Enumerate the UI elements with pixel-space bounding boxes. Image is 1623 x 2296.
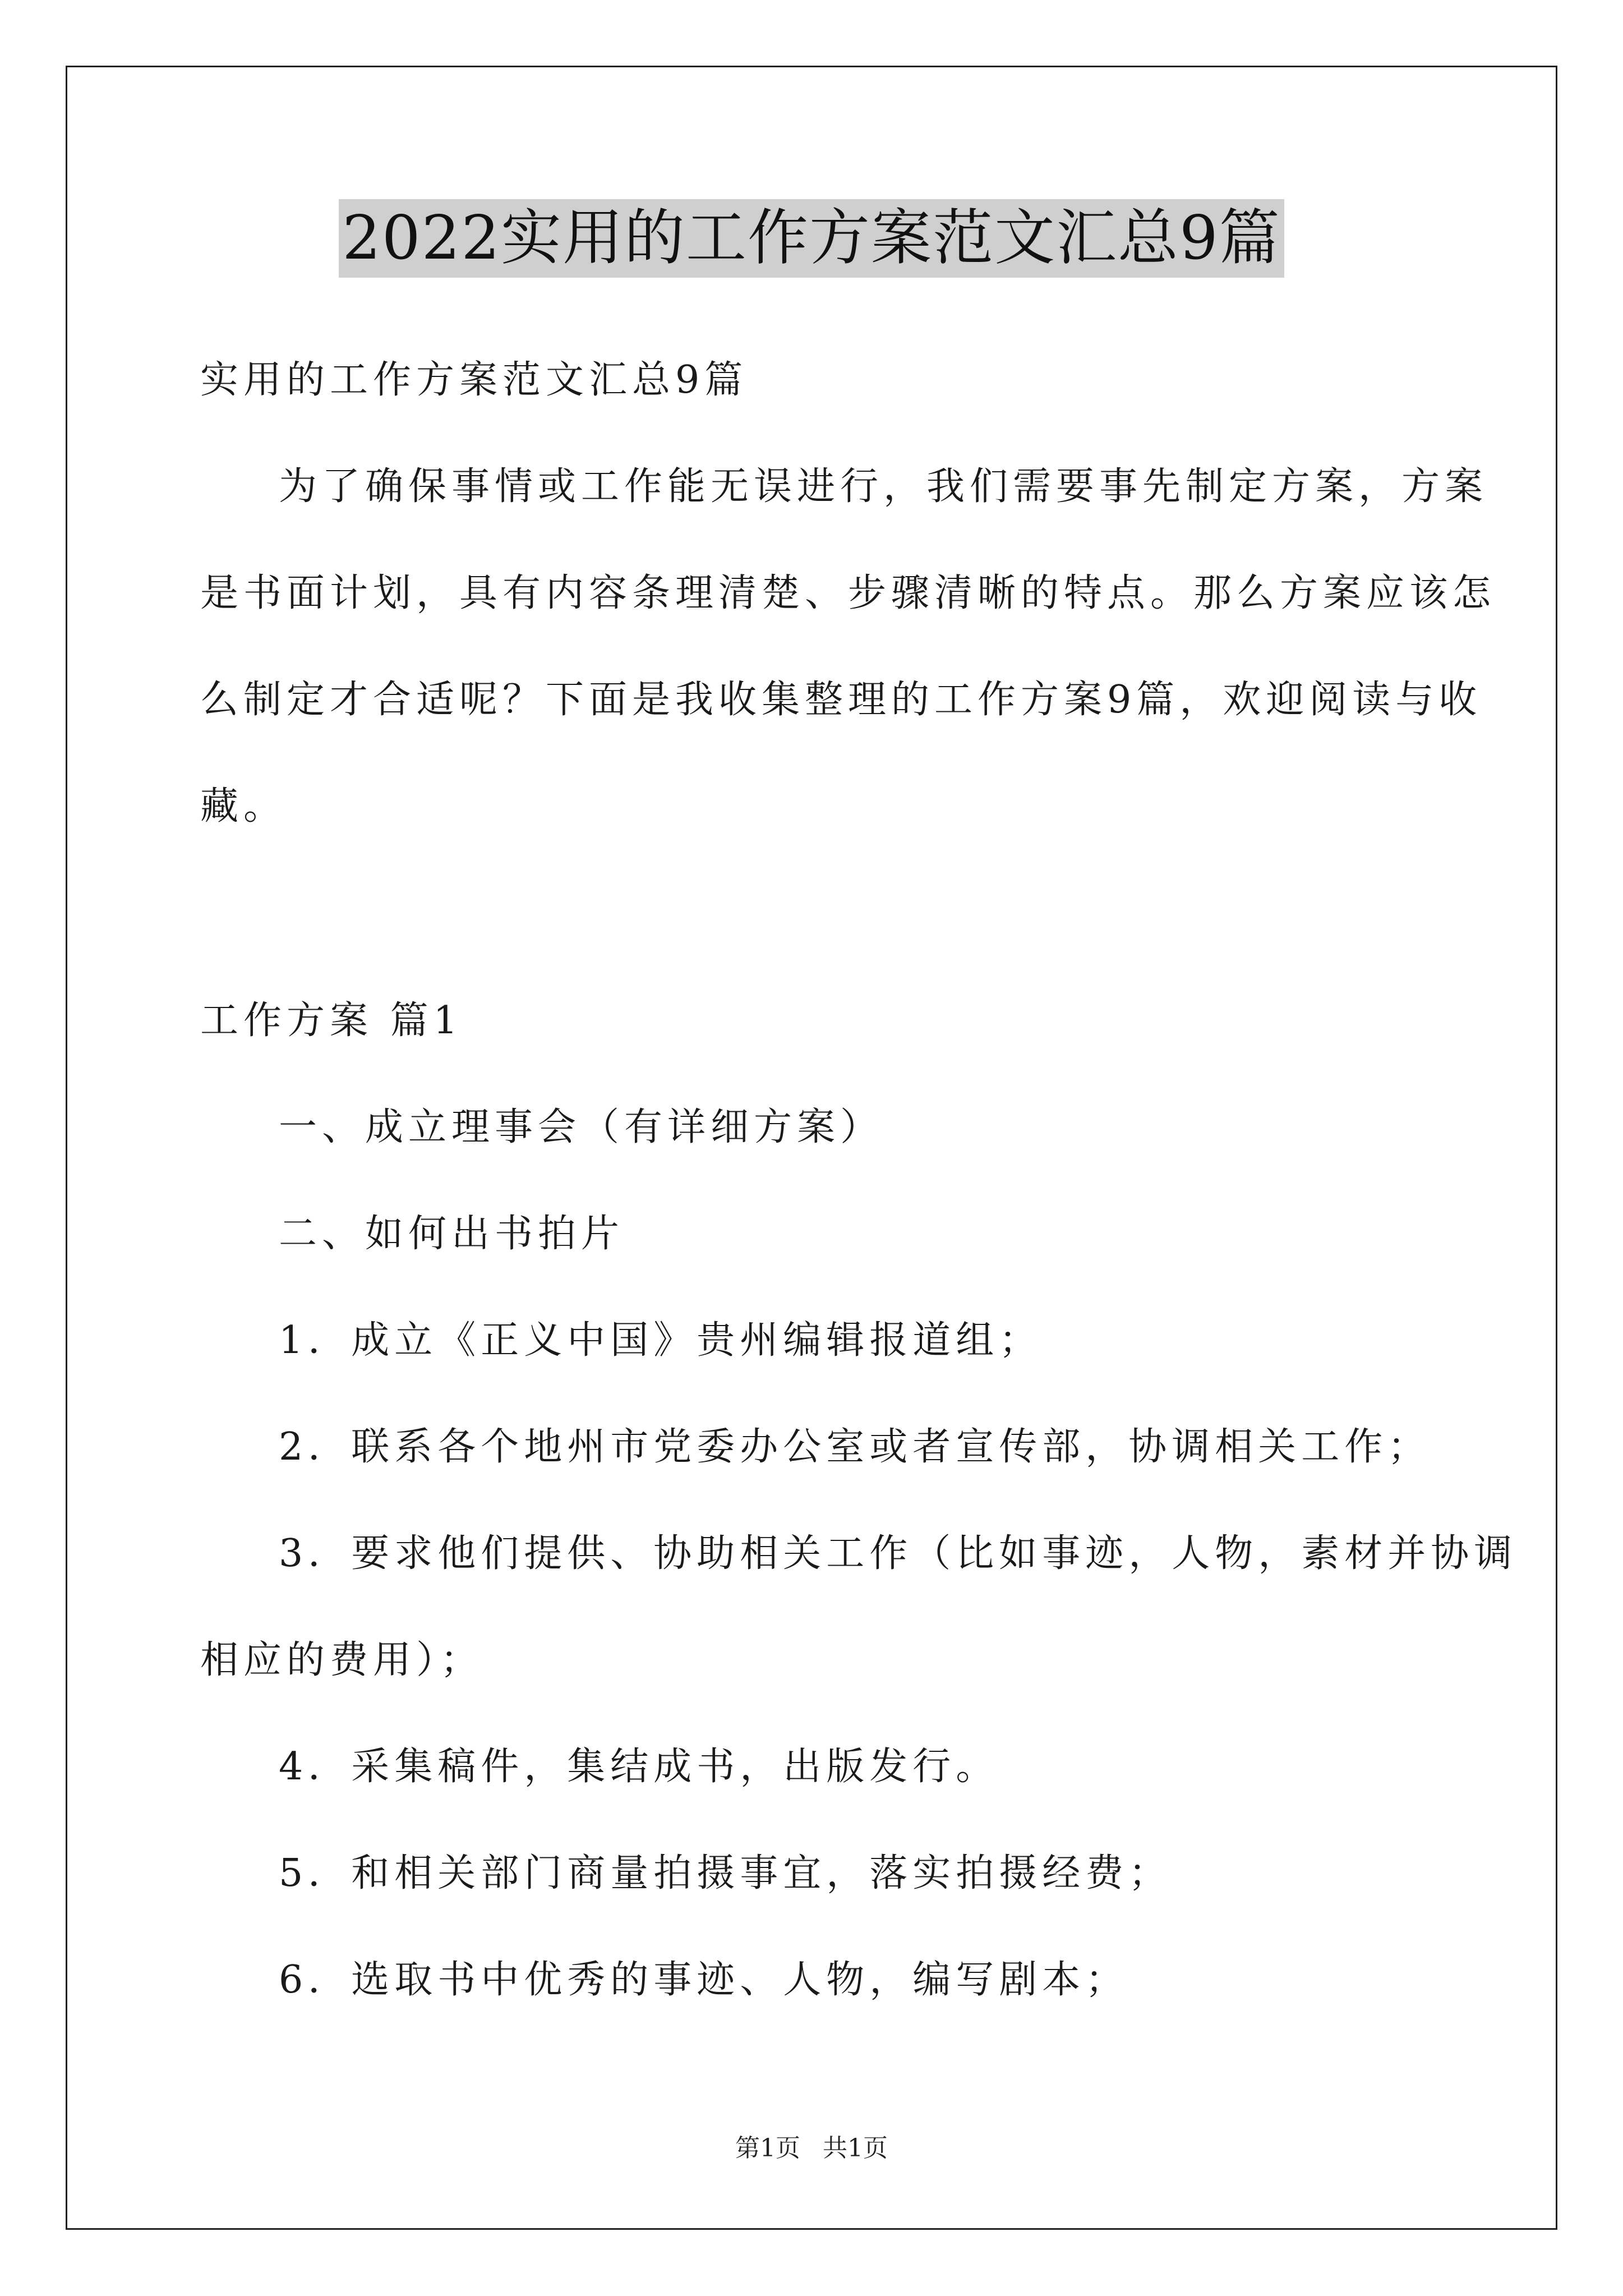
page-footer [0,2132,1623,2165]
list-item: 1．成立《正义中国》贵州编辑报道组； [279,1318,1043,1363]
page-number: 第1页 [735,2134,800,2162]
intro-line: 为了确保事情或工作能无误进行，我们需要事先制定方案，方案 [279,464,1488,509]
section-heading: 工作方案 篇1 [200,999,463,1043]
list-item: 一、成立理事会（有详细方案） [279,1105,884,1149]
intro-line: 藏。 [200,784,287,829]
list-item: 4．采集稿件，集结成书，出版发行。 [279,1745,999,1789]
list-item: 3．要求他们提供、协助相关工作（比如事迹，人物，素材并协调 [279,1531,1518,1576]
intro-line: 么制定才合适呢？下面是我收集整理的工作方案9篇，欢迎阅读与收 [200,678,1482,722]
list-item: 2．联系各个地州市党委办公室或者宣传部，协调相关工作； [279,1425,1431,1469]
list-item: 5．和相关部门商量拍摄事宜，落实拍摄经费； [279,1851,1172,1895]
intro-line: 是书面计划，具有内容条理清楚、步骤清晰的特点。那么方案应该怎 [200,571,1496,615]
document-subtitle: 实用的工作方案范文汇总9篇 [200,358,748,402]
document-title: 2022实用的工作方案范文汇总9篇 [339,199,1284,278]
title-container [0,199,1623,278]
list-item: 二、如何出书拍片 [279,1212,625,1256]
list-item: 相应的费用）； [200,1638,484,1682]
page-total: 共1页 [823,2134,888,2162]
list-item: 6．选取书中优秀的事迹、人物，编写剧本； [279,1958,1129,2002]
